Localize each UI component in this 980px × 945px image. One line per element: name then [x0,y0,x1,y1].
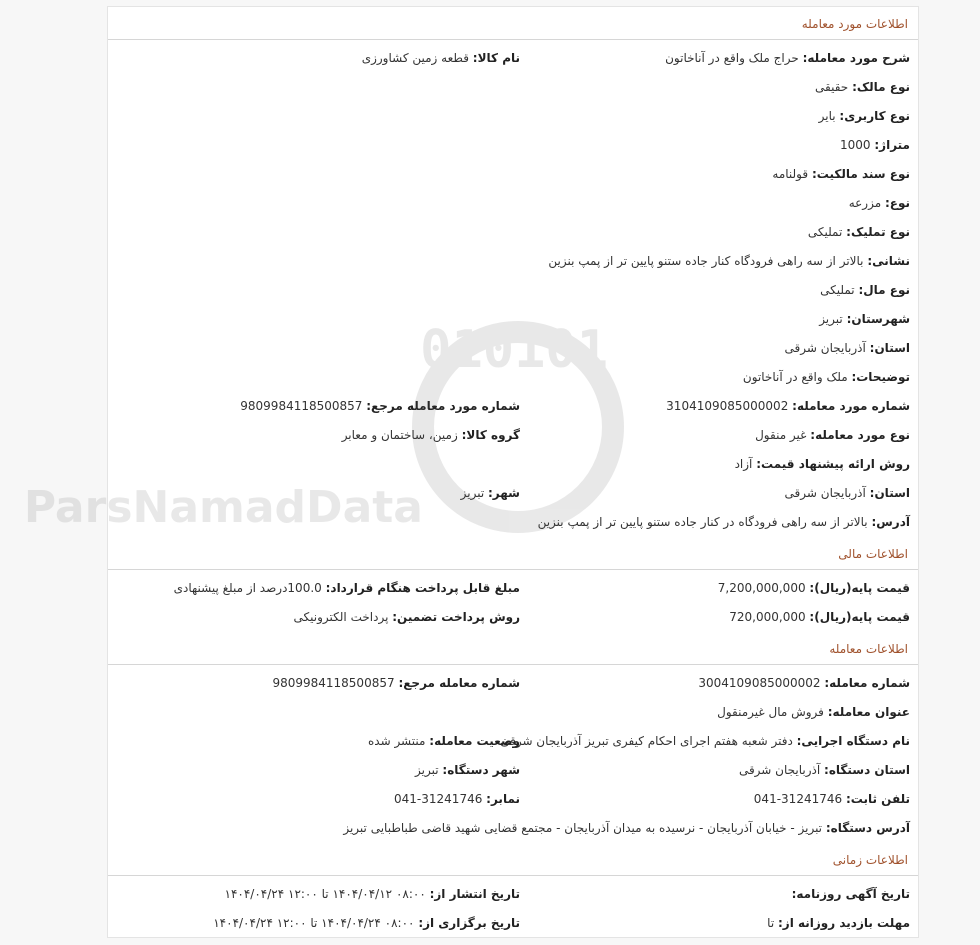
notes-label: توضیحات: [851,370,910,384]
row-org-name [108,727,918,756]
publish-value: ۰۸:۰۰ ۱۴۰۴/۰۴/۱۲ تا ۱۲:۰۰ ۱۴۰۴/۰۴/۲۴ [224,887,426,901]
visit-value: تا [767,916,775,930]
row-newspaper [108,880,918,909]
ref-number-value: 9809984118500857 [272,676,395,690]
base-price1-value: 7,200,000,000 [717,581,806,595]
goods-group-value: زمین، ساختمان و معابر [341,428,458,442]
address2-label: آدرس: [871,515,910,529]
row-property-type [108,276,918,305]
province1-value: آذربایجان شرقی [784,341,866,355]
payable-label: مبلغ قابل پرداخت هنگام قرارداد: [325,581,520,595]
org-city-value: تبریز [415,763,439,777]
section-title-deal: اطلاعات معامله [108,632,918,665]
goods-name-label: نام کالا: [472,51,520,65]
row-org-address [108,814,918,843]
row-type [108,189,918,218]
address1-value: بالاتر از سه راهی فرودگاه کنار جاده ستنو پایین تر از پمپ بنزین [548,254,864,268]
row-deed-type [108,160,918,189]
transfer-type-value: تملیکی [807,225,843,239]
ref-deal-number-label: شماره مورد معامله مرجع: [366,399,520,413]
detail-card [23,6,919,938]
row-description [108,44,918,73]
usage-type-value: بایر [818,109,836,123]
description-label: شرح مورد معامله: [802,51,910,65]
description-value: حراج ملک واقع در آناخاتون [665,51,799,65]
area-label: متراژ: [874,138,910,152]
deal-number2-value: 3004109085000002 [698,676,821,690]
notes-value: ملک واقع در آناخاتون [742,370,848,384]
fax-label: نمابر: [486,792,520,806]
guarantee-label: روش پرداخت تضمین: [392,610,520,624]
row-address1 [108,247,918,276]
org-city-label: شهر دستگاه: [442,763,520,777]
watermark-brand: ParsNamadData [23,482,423,533]
deal-title-value: فروش مال غیرمنقول [717,705,824,719]
owner-type-label: نوع مالک: [852,80,910,94]
property-type-value: تملیکی [820,283,855,297]
deal-item-type-value: غیر منقول [755,428,807,442]
type-value: مزرعه [848,196,882,210]
visit-label: مهلت بازدید روزانه از: [778,916,910,930]
holding-label: تاریخ برگزاری از: [418,916,520,930]
usage-type-label: نوع کاربری: [839,109,910,123]
property-type-label: نوع مال: [858,283,910,297]
row-org-province [108,756,918,785]
section-title-deal-info: اطلاعات مورد معامله [108,7,918,40]
row-usage-type [108,102,918,131]
deal-number-value: 3104109085000002 [666,399,789,413]
org-province-label: استان دستگاه: [824,763,910,777]
goods-name-value: قطعه زمین کشاورزی [361,51,469,65]
newspaper-label: تاریخ آگهی روزنامه: [791,887,910,901]
city-label: شهر: [488,486,520,500]
guarantee-value: پرداخت الکترونیکی [293,610,389,624]
row-bid-method [108,450,918,479]
bid-method-label: روش ارائه پیشنهاد قیمت: [756,457,910,471]
deal-title-label: عنوان معامله: [827,705,910,719]
row-deal-item-type [108,421,918,450]
base-price1-label: قیمت پایه(ریال): [809,581,910,595]
org-name-label: نام دستگاه اجرایی: [796,734,910,748]
province2-value: آذربایجان شرقی [784,486,866,500]
transfer-type-label: نوع تملیک: [846,225,910,239]
row-base-price2 [108,603,918,632]
phone-value: 31241746-041 [753,792,843,806]
province2-label: استان: [869,486,910,500]
base-price2-label: قیمت پایه(ریال): [809,610,910,624]
county-value: تبریز [819,312,843,326]
deed-type-label: نوع سند مالکیت: [811,167,910,181]
org-address-label: آدرس دستگاه: [825,821,910,835]
row-area [108,131,918,160]
county-label: شهرستان: [846,312,910,326]
row-owner-type [108,73,918,102]
row-province2 [108,479,918,508]
deed-type-value: قولنامه [772,167,809,181]
status-label: وضعیت معامله: [429,734,520,748]
deal-item-type-label: نوع مورد معامله: [810,428,910,442]
row-base-price1 [108,574,918,603]
ref-number-label: شماره معامله مرجع: [398,676,520,690]
row-deal-number2 [108,669,918,698]
row-visit [108,909,918,938]
city-value: تبریز [460,486,485,500]
address1-label: نشانی: [867,254,910,268]
row-address2 [108,508,918,537]
section-title-financial: اطلاعات مالی [108,537,918,570]
phone-label: تلفن ثابت: [845,792,910,806]
row-province1 [108,334,918,363]
status-value: منتشر شده [367,734,426,748]
org-name-value: دفتر شعبه هفتم اجرای احکام کیفری تبریز آذربایجان شرقی [500,734,793,748]
deal-number-label: شماره مورد معامله: [792,399,910,413]
fax-value: 31241746-041 [394,792,483,806]
province1-label: استان: [869,341,910,355]
owner-type-value: حقیقی [815,80,849,94]
org-address-value: تبریز - خیابان آذربایجان - نرسیده به میدان آذربایجان - مجتمع قضایی شهید قاضی طباطبایی تبریز [343,821,823,835]
watermark-digits: 010101 [420,320,608,380]
type-label: نوع: [884,196,910,210]
area-value: 1000 [840,138,871,152]
row-county [108,305,918,334]
row-phone [108,785,918,814]
section-title-time: اطلاعات زمانی [108,843,918,876]
base-price2-value: 720,000,000 [729,610,806,624]
row-deal-number [108,392,918,421]
holding-value: ۰۸:۰۰ ۱۴۰۴/۰۴/۲۴ تا ۱۲:۰۰ ۱۴۰۴/۰۴/۲۴ [213,916,415,930]
deal-number2-label: شماره معامله: [824,676,910,690]
address2-value: بالاتر از سه راهی فرودگاه در کنار جاده ستنو پایین تر از پمپ بنزین [537,515,868,529]
ref-deal-number-value: 9809984118500857 [240,399,363,413]
bid-method-value: آزاد [734,457,753,471]
org-province-value: آذربایجان شرقی [738,763,821,777]
row-deal-title [108,698,918,727]
publish-label: تاریخ انتشار از: [429,887,520,901]
payable-value: 100.0درصد از مبلغ پیشنهادی [173,581,322,595]
row-notes [108,363,918,392]
goods-group-label: گروه کالا: [461,428,520,442]
row-transfer-type [108,218,918,247]
